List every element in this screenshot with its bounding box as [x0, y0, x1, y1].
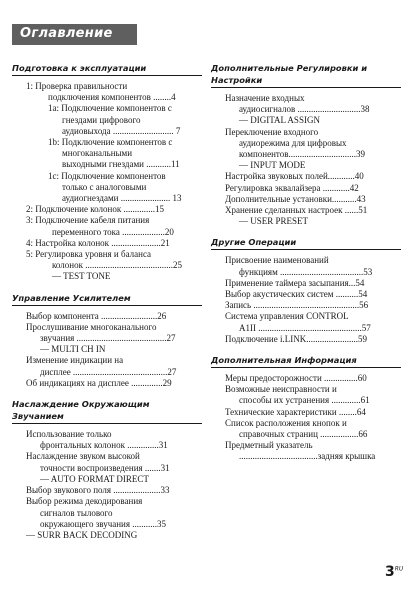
toc-entry[interactable]: Возможные неисправности и: [225, 384, 337, 395]
section-heading-line: Настройки: [211, 75, 263, 85]
toc-entry[interactable]: Прослушивание многоканального: [26, 321, 157, 332]
toc-entry[interactable]: Регулировка эквалайзера ............42: [225, 182, 359, 193]
toc-entry[interactable]: Изменение индикации на: [26, 355, 124, 366]
toc-entry[interactable]: способы их устранения .............61: [239, 395, 370, 406]
toc-entry[interactable]: Применение таймера засыпания...54: [225, 277, 365, 288]
toc-entry[interactable]: 1: Проверка правильности: [26, 81, 128, 91]
toc-entry[interactable]: сигналов тылового: [40, 507, 113, 518]
toc-entry[interactable]: Меры предосторожности ...............60: [225, 373, 367, 384]
toc-entry[interactable]: гнездами цифрового: [62, 114, 141, 125]
toc-entry[interactable]: справочных страниц .................66: [239, 429, 368, 440]
toc-entry[interactable]: дисплее ..........................................27: [40, 366, 177, 377]
toc-entry[interactable]: Хранение сделанных настроек ......51: [225, 205, 368, 216]
toc-entry[interactable]: Об индикациях на дисплее ..............29: [26, 377, 172, 388]
toc-entry[interactable]: 1а: Подключение компонентов с: [48, 103, 172, 114]
toc-entry[interactable]: фронтальных колонок ..............31: [40, 440, 168, 451]
toc-entry[interactable]: ...................................задняя крышка: [239, 451, 376, 462]
toc-entry[interactable]: переменного тока ...................20: [52, 226, 174, 237]
toc-entry[interactable]: 1b: Подключение компонентов с: [48, 137, 173, 148]
toc-entry[interactable]: Выбор компонента .........................26: [26, 310, 167, 321]
toc-entry[interactable]: функциям .....................................53: [239, 266, 373, 277]
toc-entry[interactable]: 4: Настройка колонок ......................21: [26, 237, 170, 248]
toc-entry[interactable]: Выбор звукового поля .....................33: [26, 485, 170, 496]
section-heading-other-operations: Другие Операции: [211, 236, 401, 250]
toc-entry[interactable]: подключения компонентов ........4: [48, 92, 176, 103]
toc-entry[interactable]: Настройка звуковых полей............40: [225, 171, 364, 182]
toc-entry[interactable]: Выбор акустических систем ..........54: [225, 289, 368, 300]
toc-entry[interactable]: выходными гнездами ...........11: [62, 159, 180, 170]
toc-entry[interactable]: только с аналоговыми: [62, 181, 147, 192]
toc-entry[interactable]: Наслаждение звуком высокой: [26, 451, 140, 462]
toc-entry[interactable]: Предметный указатель: [225, 440, 313, 451]
toc-entry[interactable]: Запись ...............................................56: [225, 300, 369, 311]
toc-entry: — DIGITAL ASSIGN: [239, 115, 320, 126]
section-heading-adjustments: [211, 62, 401, 88]
left-column: [12, 62, 202, 541]
toc-entry[interactable]: Подключение i.LINK.......................59: [225, 333, 367, 344]
toc-entry[interactable]: 3: Подключение кабеля питания: [26, 215, 150, 226]
toc-entry[interactable]: Использование только: [26, 429, 112, 440]
toc-entry[interactable]: Список расположения кнопок и: [225, 417, 347, 428]
page-number-value: 3: [385, 564, 395, 580]
toc-entry[interactable]: колонок .......................................25: [52, 260, 182, 271]
toc-entry[interactable]: звучания ........................................27: [40, 333, 176, 344]
section-heading-preparation: Подготовка к эксплуатации: [12, 62, 202, 76]
toc-entry[interactable]: Назначение входных: [225, 93, 305, 103]
toc-entry[interactable]: Система управления CONTROL: [225, 311, 349, 322]
toc-title-bar: [12, 24, 137, 45]
toc-entry[interactable]: Присвоение наименований: [225, 255, 329, 266]
toc-entry[interactable]: окружающего звучания ...........35: [40, 518, 167, 529]
toc-entry[interactable]: многоканальными: [62, 148, 133, 159]
toc-entry[interactable]: A1II ..............................................57: [239, 322, 371, 333]
toc-entry[interactable]: 1с: Подключение компонентов: [48, 170, 166, 181]
section-heading-amplifier: Управление Усилителем: [12, 292, 202, 306]
section-heading-line: Наслаждение Окружающим: [12, 399, 150, 410]
toc-entry[interactable]: аудиосигналов ............................38: [239, 104, 370, 115]
toc-entry[interactable]: Выбор режима декодирования: [26, 496, 143, 507]
toc-entry: — SURR BACK DECODING: [26, 529, 138, 540]
toc-entry[interactable]: 5: Регулировка уровня и баланса: [26, 249, 152, 260]
section-heading-surround: [12, 398, 202, 424]
section-heading-line: Звучанием: [12, 411, 64, 422]
toc-entry[interactable]: Технические характеристики ........64: [225, 406, 366, 417]
toc-entry[interactable]: аудиогнездами ...................... 13: [62, 193, 182, 204]
toc-entry: — AUTO FORMAT DIRECT: [40, 473, 149, 484]
page-number: [385, 564, 403, 580]
section-heading-line: Дополнительные Регулировки и: [211, 63, 368, 73]
section-heading-additional-info: Дополнительная Информация: [211, 354, 401, 368]
page-title: Оглавление: [20, 26, 113, 41]
toc-entry[interactable]: аудиорежима для цифровых: [239, 137, 347, 148]
toc-entry[interactable]: компонентов..............................39: [239, 149, 365, 160]
toc-entry[interactable]: аудиовыхода ........................... 7: [62, 125, 181, 136]
page-number-suffix: RU: [394, 565, 404, 573]
right-column: [211, 62, 401, 463]
toc-entry[interactable]: Дополнительные установки...........43: [225, 193, 366, 204]
toc-entry[interactable]: Переключение входного: [225, 126, 319, 137]
toc-entry: — TEST TONE: [52, 271, 111, 282]
toc-entry: — INPUT MODE: [239, 160, 306, 171]
toc-entry: — MULTI CH IN: [40, 344, 106, 355]
toc-entry: — USER PRESET: [239, 216, 309, 227]
toc-entry[interactable]: 2: Подключение колонок ..............15: [26, 204, 164, 215]
toc-entry[interactable]: точности воспроизведения .......31: [40, 462, 170, 473]
